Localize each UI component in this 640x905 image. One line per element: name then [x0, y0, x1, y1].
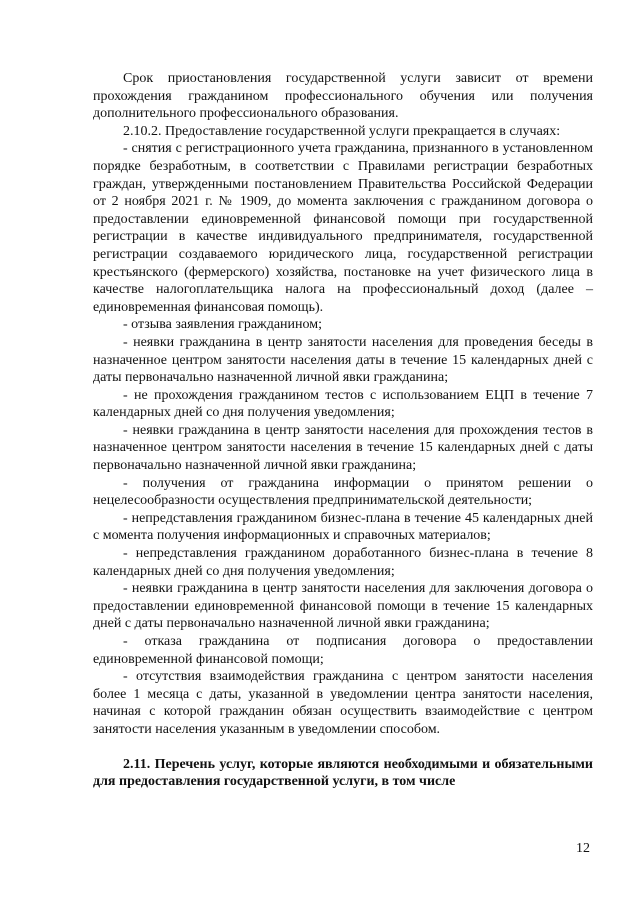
list-item-no-interaction: - отсутствия взаимодействия гражданина с центром занятости населения более 1 месяца с даты, указанной в уведомлении центра занятости населения, начиная с которой гражданин обязан осуществить взаимодействие с центром занятости населения указанным в уведомлении способом.	[93, 669, 593, 737]
page-number: 12	[576, 841, 590, 856]
list-item-no-business-plan: - непредставления гражданином бизнес-плана в течение 45 календарных дней с момента получения информационных и справочных материалов;	[93, 510, 593, 544]
section-spacer	[93, 739, 593, 756]
paragraph-2-10-2: 2.10.2. Предоставление государственной услуги прекращается в случаях:	[123, 123, 561, 139]
list-item-no-show-interview: - неявки гражданина в центр занятости населения для проведения беседы в назначенное центром занятости населения даты в течение 15 календарных дней с даты первоначально назначенной личной явки гражданина;	[93, 334, 593, 386]
document-body	[93, 70, 593, 791]
paragraph-suspension-period: Срок приостановления государственной услуги зависит от времени прохождения гражданином профессионального обучения или получения дополнительного профессионального образования.	[93, 71, 593, 122]
list-item-withdrawal: - отзыва заявления гражданином;	[123, 317, 323, 333]
list-item-no-show-tests: - неявки гражданина в центр занятости населения для прохождения тестов в назначенное центром занятости населения в течение 15 календарных дней с даты первоначально назначенной личной явки гражданина;	[93, 422, 593, 474]
list-item-deregistration: - снятия с регистрационного учета гражданина, признанного в установленном порядке безработным, в соответствии с Правилами регистрации безработных граждан, утвержденными постановлением Правительства Российской Федерации от 2 ноября 2021 г. № 1909, до момента заключения с гражданином договора о предоставлении единовременной финансовой помощи при государственной регистрации в качестве индивидуального предпринимателя, государственной регистрации создаваемого юридического лица, государственной регистрации крестьянского (фермерского) хозяйства, постановке на учет физического лица в качестве налогоплательщика налога на профессиональный доход (далее – единовременная финансовая помощь).	[93, 141, 593, 315]
list-item-decision-inexpedient: - получения от гражданина информации о принятом решении о нецелесообразности осуществления предпринимательской деятельности;	[93, 475, 593, 509]
section-heading-2-11: 2.11. Перечень услуг, которые являются необходимыми и обязательными для предоставления государственной услуги, в том числе	[93, 756, 593, 790]
list-item-no-tests: - не прохождения гражданином тестов с использованием ЕЦП в течение 7 календарных дней со дня получения уведомления;	[93, 387, 593, 421]
list-item-refusal-to-sign: - отказа гражданина от подписания договора о предоставлении единовременной финансовой помощи;	[93, 634, 593, 667]
list-item-no-show-contract: - неявки гражданина в центр занятости населения для заключения договора о предоставлении единовременной финансовой помощи в течение 15 календарных дней с даты первоначально назначенной личной явки гражданина;	[93, 581, 593, 632]
list-item-no-revised-plan: - непредставления гражданином доработанного бизнес-плана в течение 8 календарных дней со дня получения уведомления;	[93, 546, 593, 579]
